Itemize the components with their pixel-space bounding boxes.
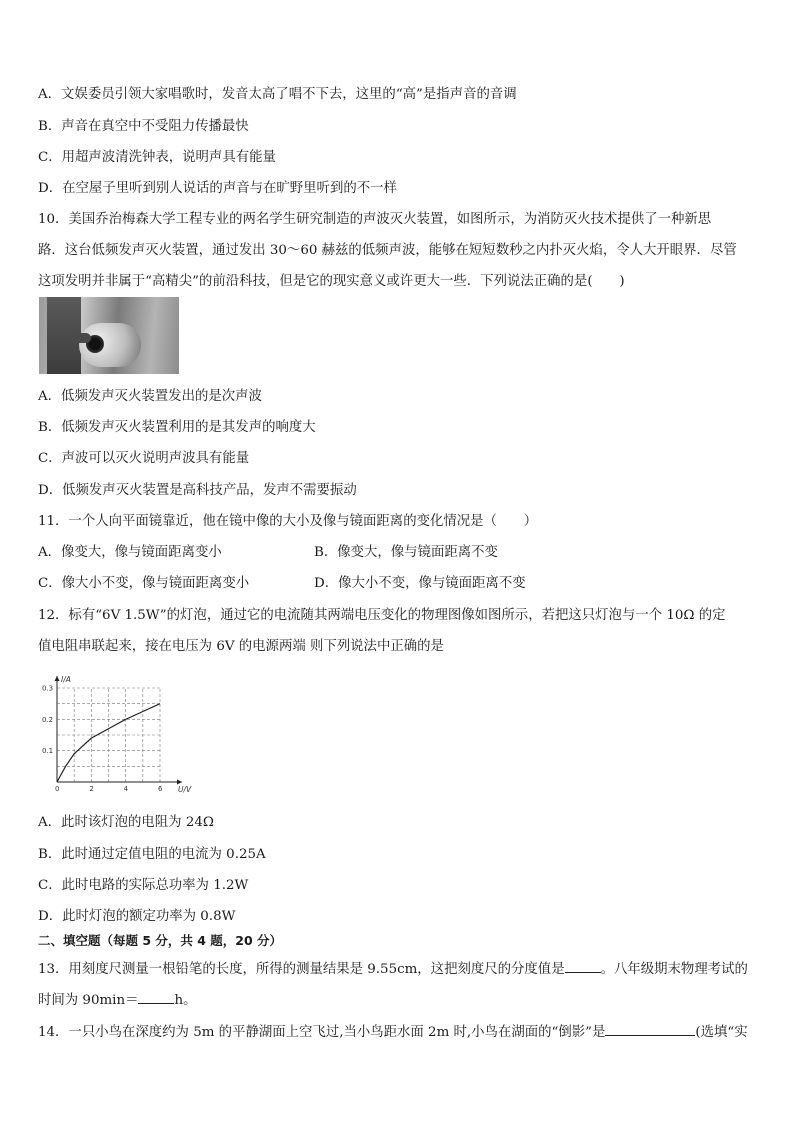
q10-option-d: D．低频发声灭火装置是高科技产品，发声不需要振动 <box>38 483 357 498</box>
q9-option-d: D．在空屋子里听到别人说话的声音与在旷野里听到的不一样 <box>38 181 397 196</box>
q13-answer-blank-1[interactable] <box>565 959 601 973</box>
q13-text-part3: 时间为 90min＝ <box>38 993 139 1008</box>
q12-option-a: A．此时该灯泡的电阻为 24Ω <box>38 815 214 830</box>
q9-option-b: B．声音在真空中不受阻力传播最快 <box>38 119 249 134</box>
x-tick-label: 4 <box>123 785 129 793</box>
x-axis-arrow <box>177 780 182 785</box>
y-tick-label: 0.2 <box>42 715 54 724</box>
q11-option-a: A．像变大，像与镜面距离变小 <box>38 545 222 560</box>
q12-option-b: B．此时通过定值电阻的电流为 0.25A <box>38 847 266 862</box>
q13-answer-blank-2[interactable] <box>138 990 174 1004</box>
q12-option-d: D．此时灯泡的额定功率为 0.8W <box>38 909 236 924</box>
q13-text-part4: h。 <box>174 993 197 1008</box>
y-tick-label: 0.3 <box>42 684 54 693</box>
q10-option-a: A．低频发声灭火装置发出的是次声波 <box>38 389 262 404</box>
q11-option-b: B．像变大，像与镜面距离不变 <box>314 545 498 560</box>
x-tick-label: 2 <box>89 785 94 793</box>
q10-stem-line3: 这项发明并非属于“高精尖”的前沿科技，但是它的现实意义或许更大一些．下列说法正确的是( ) <box>38 274 625 289</box>
section-heading-fill-in: 二、填空题（每题 5 分，共 4 题，20 分） <box>38 933 283 948</box>
q12-stem-line2: 值电阻串联起来，接在电压为 6V 的电源两端 则下列说法中正确的是 <box>38 639 444 654</box>
q12-stem-line1: 12．标有“6V 1.5W”的灯泡，通过它的电流随其两端电压变化的物理图像如图所示，若把这只灯泡与一个 10Ω 的定 <box>38 608 726 623</box>
q13-line2 <box>38 989 196 1008</box>
q14-text-part2: (选填“实 <box>695 1025 748 1040</box>
q10-option-c: C．声波可以灭火说明声波具有能量 <box>38 451 250 466</box>
q11-option-d: D．像大小不变，像与镜面距离不变 <box>314 576 526 591</box>
y-axis-arrow <box>55 676 60 681</box>
y-tick-label: 0.1 <box>42 747 54 756</box>
person-arm <box>69 333 91 343</box>
q12-option-c: C．此时电路的实际总功率为 1.2W <box>38 878 249 893</box>
q14-text-part1: 14．一只小鸟在深度约为 5m 的平静湖面上空飞过,当小鸟距水面 2m 时,小鸟在湖面的“倒影”是 <box>38 1025 606 1040</box>
q13-line1 <box>38 958 748 977</box>
x-tick-label: 6 <box>158 785 163 793</box>
q14-answer-blank[interactable] <box>605 1022 695 1036</box>
q13-text-part2: 。八年级期末物理考试的 <box>600 962 748 977</box>
q14-line1 <box>38 1021 748 1040</box>
q11-stem: 11．一个人向平面镜靠近，他在镜中像的大小及像与镜面距离的变化情况是（ ） <box>38 514 538 529</box>
chart-axes <box>55 676 183 785</box>
chart-y-axis-label: I/A <box>61 675 71 684</box>
chart-x-axis-label: U/V <box>178 785 192 794</box>
q10-stem-line2: 路．这台低频发声灭火装置，通过发出 30～60 赫兹的低频声波，能够在短短数秒之内扑灭火焰，令人大开眼界．尽管 <box>38 243 737 258</box>
chart-grid <box>57 688 160 782</box>
q10-option-b: B．低频发声灭火装置利用的是其发声的响度大 <box>38 420 316 435</box>
sound-fire-extinguisher-photo <box>39 297 179 374</box>
x-tick-label: 0 <box>55 785 60 793</box>
q9-option-c: C．用超声波清洗钟表，说明声具有能量 <box>38 150 276 165</box>
q13-text-part1: 13．用刻度尺测量一根铅笔的长度，所得的测量结果是 9.55cm，这把刻度尺的分度值是 <box>38 962 565 977</box>
iv-curve-chart <box>30 664 200 800</box>
q9-option-a: A．文娱委员引领大家唱歌时，发音太高了唱不下去，这里的“高”是指声音的音调 <box>38 87 517 102</box>
q10-stem-line1: 10．美国乔治梅森大学工程专业的两名学生研究制造的声波灭火装置，如图所示，为消防灭火技术提供了一种新思 <box>38 212 712 227</box>
q11-option-c: C．像大小不变，像与镜面距离变小 <box>38 576 250 591</box>
